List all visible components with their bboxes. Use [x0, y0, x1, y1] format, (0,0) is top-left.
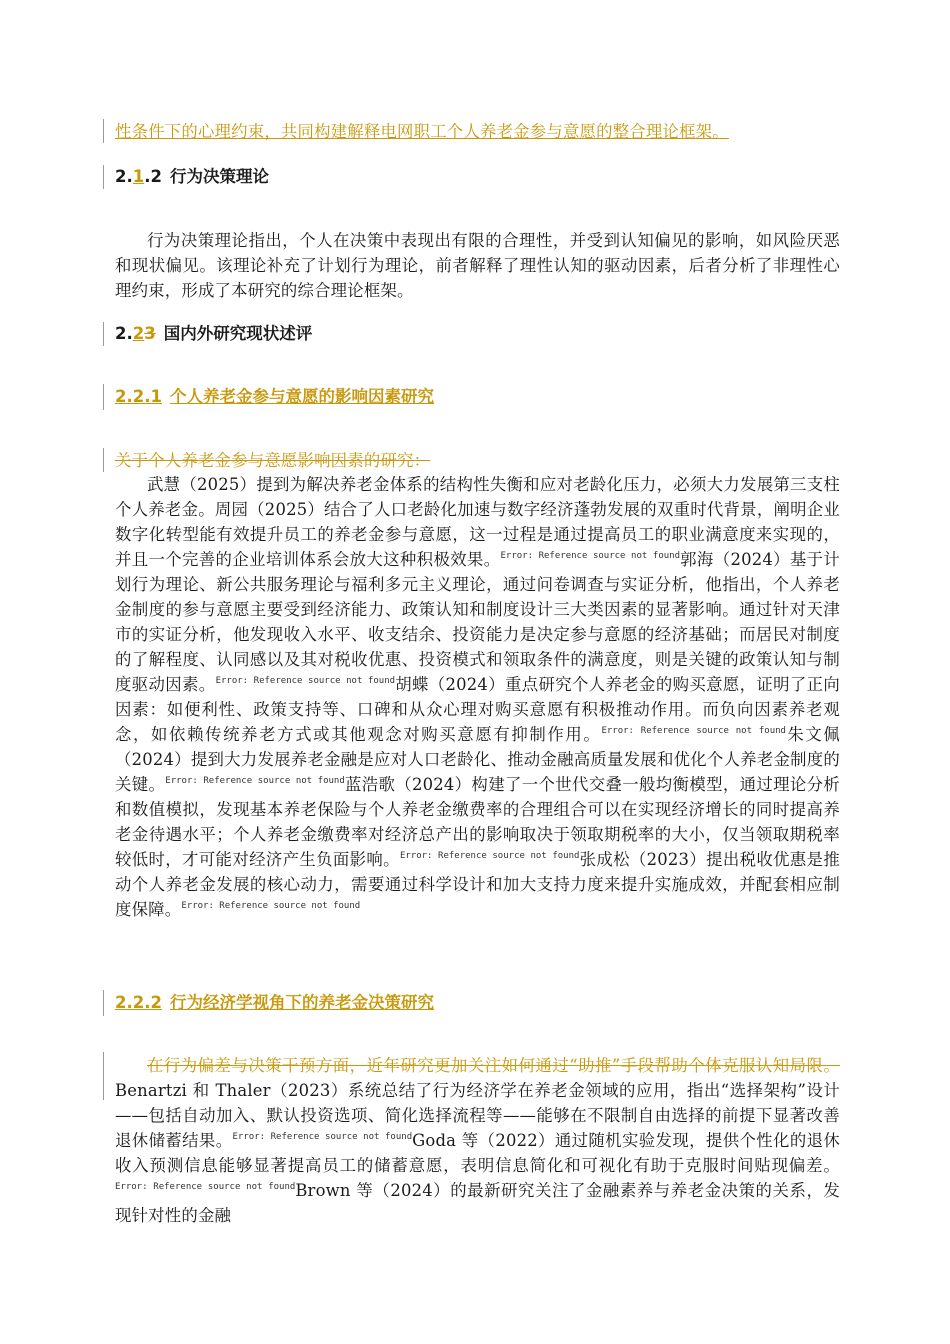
heading-number: 2.23 [115, 324, 156, 343]
deleted-text: 关于个人养老金参与意愿影响因素的研究： [115, 451, 431, 470]
heading-title: 国内外研究现状述评 [163, 324, 313, 343]
heading-number: 2.2.2 [115, 993, 162, 1012]
reference-error: Error: Reference source not found [601, 726, 786, 736]
section-heading-2-2-1 [115, 385, 840, 409]
heading-number: 2.2.1 [115, 387, 162, 406]
deleted-digit: 3 [144, 324, 156, 343]
inserted-digit: 2 [132, 324, 145, 343]
heading-title: 行为决策理论 [169, 167, 269, 186]
sentence: Benartzi 和 Thaler（2023）系统总结了行为经济学在养老金领域的应用，指出“选择架构”设计——包括自动加入、默认投资选项、简化选择流程等——能够在不限制自由选择的前提下显著改善退休储蓄结果。 [115, 1081, 840, 1150]
reference-error: Error: Reference source not found [181, 901, 361, 911]
inserted-digit: 1 [132, 167, 145, 186]
continuation-line [115, 119, 840, 144]
heading-number: 2.1.2 [115, 167, 162, 186]
reference-error: Error: Reference source not found [232, 1132, 413, 1142]
reference-error: Error: Reference source not found [165, 776, 345, 786]
change-bar [103, 448, 104, 472]
paragraph-behavioral-economics [115, 1053, 840, 1228]
reference-error: Error: Reference source not found [215, 676, 396, 686]
reference-error: Error: Reference source not found [500, 551, 680, 561]
sentence: 朱文佩（2024）提到大力发展养老金融是应对人口老龄化、推动金融高质量发展和优化个人养老金制度的关键。 [115, 725, 841, 794]
paragraph-influencing-factors [115, 472, 840, 922]
sentence: 蓝浩歌（2024）构建了一个世代交叠一般均衡模型，通过理论分析和数值模拟，发现基本养老保险与个人养老金缴费率的合理组合可以在实现经济增长的同时提高养老金待遇水平；个人养老金缴费率对经济总产出的影响取决于领取期税率的大小，仅当领取期税率较低时，才可能对经济产生负面影响。 [115, 775, 840, 869]
inserted-text: 性条件下的心理约束，共同构建解释电网职工个人养老金参与意愿的整合理论框架。 [115, 122, 729, 141]
change-bar [103, 165, 104, 189]
sentence: 张成松（2023）提出税收优惠是推动个人养老金发展的核心动力，需要通过科学设计和加大支持力度来提升实施成效，并配套相应制度保障。 [115, 850, 841, 919]
section-heading-2-2-2 [115, 991, 840, 1015]
change-bar [103, 119, 104, 143]
section-heading-2-2 [115, 322, 840, 346]
sentence: Goda 等（2022）通过随机实验发现，提供个性化的退休收入预测信息能够显著提高员工的储蓄意愿，表明信息简化和可视化有助于克服时间贴现偏差。 [115, 1131, 841, 1175]
deleted-lead-line [115, 448, 840, 473]
change-bar [103, 322, 104, 346]
change-bar [103, 384, 104, 410]
sentence: 胡蝶（2024）重点研究个人养老金的购买意愿，证明了正向因素：如便利性、政策支持等、口碑和从众心理对购买意愿有积极推动作用。而负向因素养老观念，如依赖传统养老方式或其他观念对购买意愿有抑制作用。 [115, 675, 841, 744]
change-bar [103, 1052, 104, 1100]
reference-error: Error: Reference source not found [115, 1182, 296, 1192]
change-bar [103, 990, 104, 1016]
deleted-text: 在行为偏差与决策干预方面，近年研究更加关注如何通过“助推”手段帮助个体克服认知局限。 [147, 1056, 840, 1075]
sentence: Brown 等（2024）的最新研究关注了金融素养与养老金决策的关系，发现针对性的金融 [115, 1181, 840, 1225]
sentence: 武慧（2025）提到为解决养老金体系的结构性失衡和应对老龄化压力，必须大力发展第三支柱个人养老金。周园（2025）结合了人口老龄化加速与数字经济蓬勃发展的双重时代背景，阐明企业数字化转型能有效提升员工的养老金参与意愿，这一过程是通过提高员工的职业满意度来实现的，并且一个完善的企业培训体系会放大这种积极效果。 [115, 475, 840, 569]
sentence: 郭海（2024）基于计划行为理论、新公共服务理论与福利多元主义理论，通过问卷调查与实证分析，他指出，个人养老金制度的参与意愿主要受到经济能力、政策认知和制度设计三大类因素的显著影响。通过针对天津市的实证分析，他发现收入水平、收支结余、投资能力是决定参与意愿的经济基础；而居民对制度的了解程度、认同感以及其对税收优惠、投资模式和领取条件的满意度，则是关键的政策认知与制度驱动因素。 [115, 550, 841, 694]
paragraph-behavioral-decision: 行为决策理论指出，个人在决策中表现出有限的合理性，并受到认知偏见的影响，如风险厌恶和现状偏见。该理论补充了计划行为理论，前者解释了理性认知的驱动因素，后者分析了非理性心理约束，形成了本研究的综合理论框架。 [115, 231, 840, 300]
section-heading-2-1-2 [115, 165, 840, 189]
heading-title: 个人养老金参与意愿的影响因素研究 [169, 387, 434, 406]
heading-title: 行为经济学视角下的养老金决策研究 [169, 993, 434, 1012]
reference-error: Error: Reference source not found [399, 851, 580, 861]
